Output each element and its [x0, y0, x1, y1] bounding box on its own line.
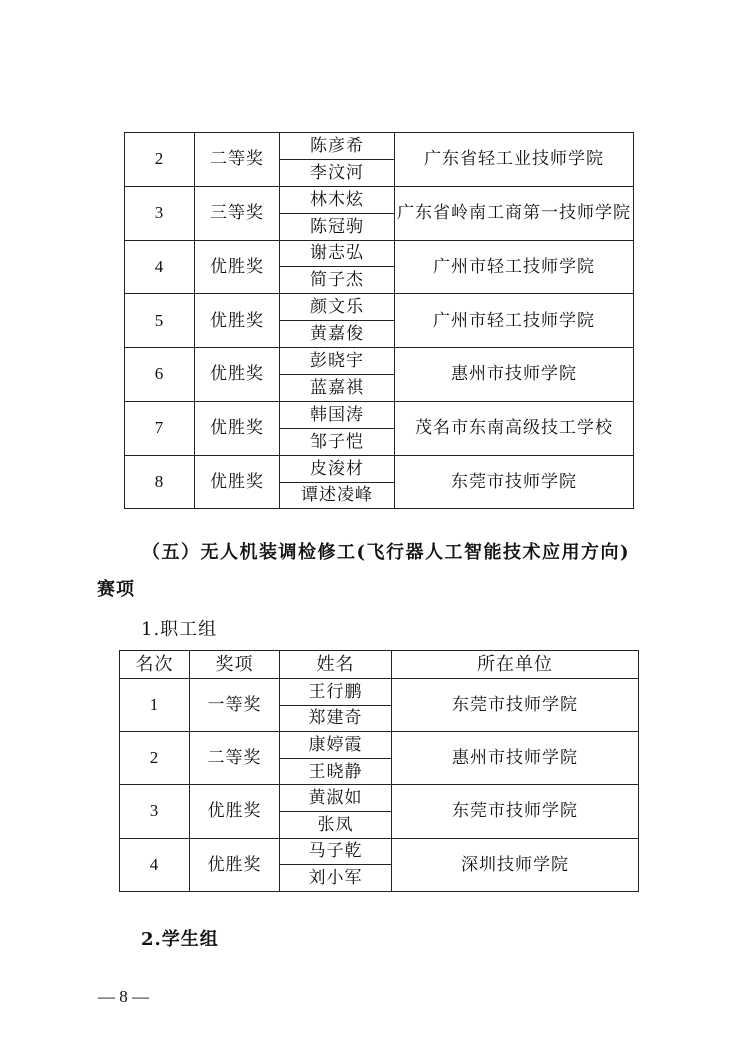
rank-cell: 2: [120, 732, 190, 785]
section-heading-continuation: 赛项: [97, 579, 135, 600]
rank-cell: 4: [120, 838, 190, 891]
header-rank: 名次: [120, 651, 190, 679]
table-row: [125, 401, 634, 428]
page-number: — 8 —: [98, 987, 149, 1006]
name-cell: 黄淑如: [280, 785, 392, 812]
award-cell: 优胜奖: [195, 401, 280, 455]
table-row: [120, 838, 639, 865]
unit-cell: 茂名市东南高级技工学校: [395, 401, 634, 455]
name-cell: 王行鹏: [280, 679, 392, 706]
name-cell: 陈冠驹: [280, 213, 395, 240]
name-cell: 林木炫: [280, 186, 395, 213]
table-row: [125, 294, 634, 321]
name-cell: 颜文乐: [280, 294, 395, 321]
rank-cell: 8: [125, 455, 195, 509]
award-cell: 三等奖: [195, 186, 280, 240]
name-cell: 韩国涛: [280, 401, 395, 428]
unit-cell: 广州市轻工技师学院: [395, 240, 634, 294]
name-cell: 简子杰: [280, 267, 395, 294]
rank-cell: 3: [125, 186, 195, 240]
name-cell: 谢志弘: [280, 240, 395, 267]
award-cell: 优胜奖: [190, 785, 280, 838]
unit-cell: 东莞市技师学院: [395, 455, 634, 509]
name-cell: 马子乾: [280, 838, 392, 865]
unit-cell: 惠州市技师学院: [395, 348, 634, 402]
rank-cell: 5: [125, 294, 195, 348]
name-cell: 王晓静: [280, 758, 392, 785]
award-table-continued: [124, 132, 634, 509]
unit-cell: 广东省岭南工商第一技师学院: [395, 186, 634, 240]
name-cell: 陈彦希: [280, 133, 395, 160]
table-row: [120, 785, 639, 812]
unit-cell: 广东省轻工业技师学院: [395, 133, 634, 187]
name-cell: 皮浚材: [280, 455, 395, 482]
table-row: [120, 732, 639, 759]
unit-cell: 东莞市技师学院: [392, 785, 639, 838]
award-cell: 优胜奖: [195, 240, 280, 294]
name-cell: 郑建奇: [280, 705, 392, 732]
award-cell: 优胜奖: [195, 455, 280, 509]
table-header-row: [120, 651, 639, 679]
award-cell: 优胜奖: [190, 838, 280, 891]
name-cell: 刘小军: [280, 865, 392, 892]
unit-cell: 深圳技师学院: [392, 838, 639, 891]
award-cell: 优胜奖: [195, 348, 280, 402]
name-cell: 邹子恺: [280, 428, 395, 455]
award-cell: 一等奖: [190, 679, 280, 732]
award-cell: 二等奖: [190, 732, 280, 785]
rank-cell: 3: [120, 785, 190, 838]
table-row: [125, 186, 634, 213]
rank-cell: 6: [125, 348, 195, 402]
group-label-staff: 1.职工组: [141, 619, 218, 640]
table-row: [125, 348, 634, 375]
award-cell: 优胜奖: [195, 294, 280, 348]
table-row: [125, 240, 634, 267]
unit-cell: 东莞市技师学院: [392, 679, 639, 732]
rank-cell: 7: [125, 401, 195, 455]
name-cell: 彭晓宇: [280, 348, 395, 375]
name-cell: 张凤: [280, 811, 392, 838]
rank-cell: 4: [125, 240, 195, 294]
header-name: 姓名: [280, 651, 392, 679]
unit-cell: 惠州市技师学院: [392, 732, 639, 785]
rank-cell: 1: [120, 679, 190, 732]
name-cell: 黄嘉俊: [280, 321, 395, 348]
award-table-staff: [119, 650, 639, 892]
header-award: 奖项: [190, 651, 280, 679]
award-cell: 二等奖: [195, 133, 280, 187]
table-row: [120, 679, 639, 706]
name-cell: 李汶河: [280, 159, 395, 186]
table-row: [125, 455, 634, 482]
rank-cell: 2: [125, 133, 195, 187]
group-label-student: 2.学生组: [141, 929, 219, 950]
name-cell: 康婷霞: [280, 732, 392, 759]
table-row: [125, 133, 634, 160]
name-cell: 谭述凌峰: [280, 482, 395, 509]
name-cell: 蓝嘉祺: [280, 375, 395, 402]
section-heading: （五）无人机装调检修工(飞行器人工智能技术应用方向): [142, 542, 631, 563]
unit-cell: 广州市轻工技师学院: [395, 294, 634, 348]
header-unit: 所在单位: [392, 651, 639, 679]
